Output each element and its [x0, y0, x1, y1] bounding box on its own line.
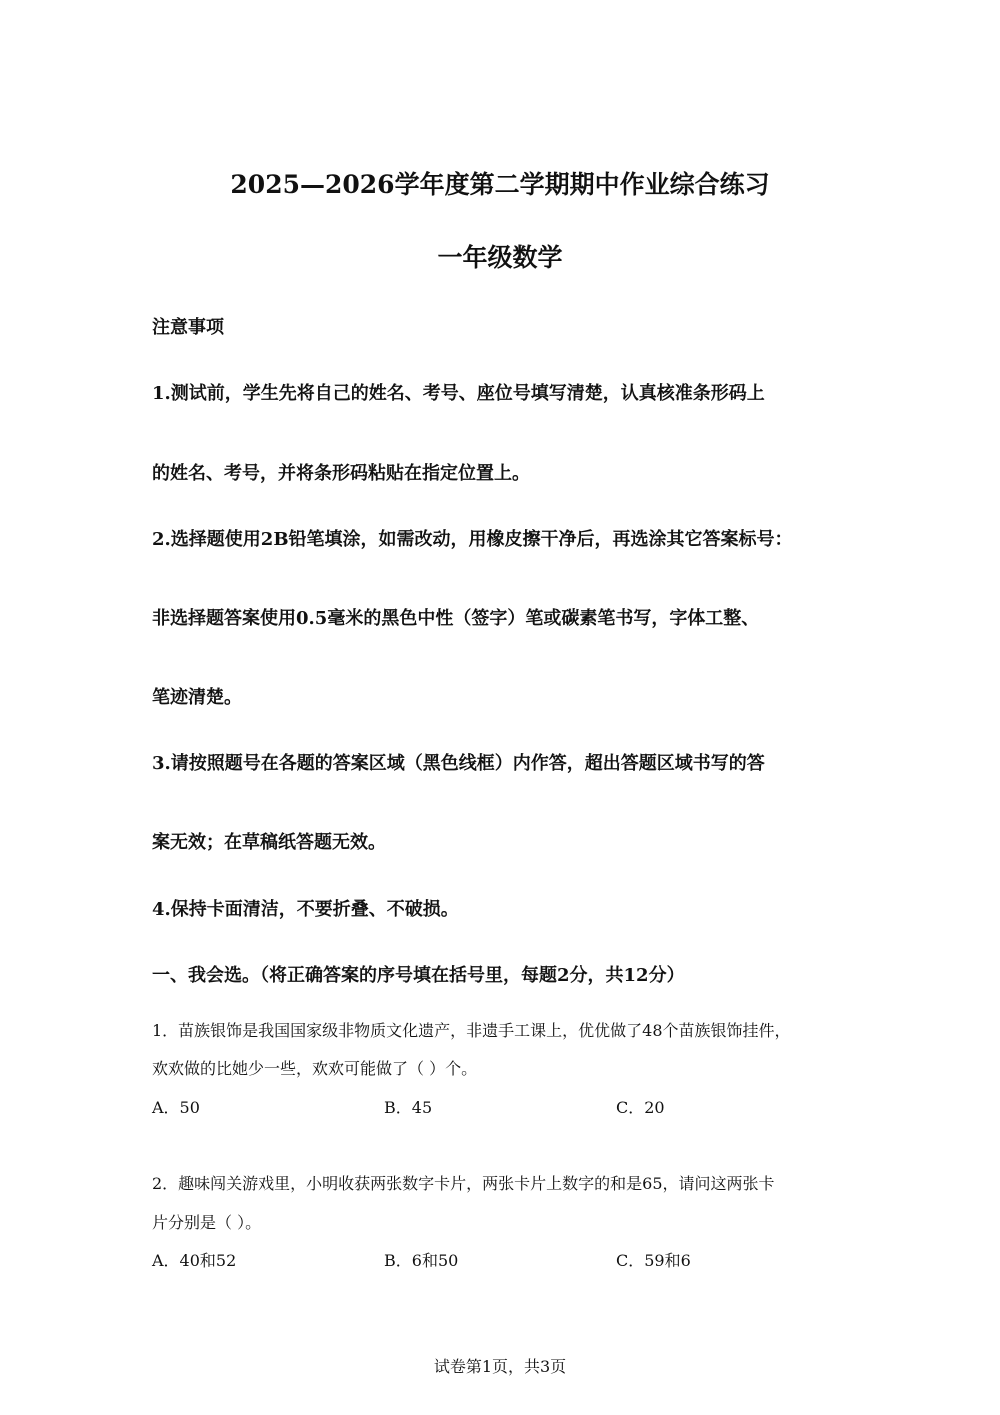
question-2-option-b: B．6和50 [384, 1251, 459, 1270]
notice-line: 2.选择题使用2B铅笔填涂，如需改动，用橡皮擦干净后，再选涂其它答案标号： [152, 529, 793, 550]
question-2-option-a: A．40和52 [152, 1251, 237, 1270]
notice-line: 笔迹清楚。 [152, 687, 242, 708]
notice-line: 1.测试前，学生先将自己的姓名、考号、座位号填写清楚，认真核准条形码上 [152, 383, 765, 404]
notice-line: 3.请按照题号在各题的答案区域（黑色线框）内作答，超出答题区域书写的答 [152, 753, 765, 774]
question-2-option-c: C．59和6 [616, 1251, 691, 1270]
question-1-line: 1．苗族银饰是我国国家级非物质文化遗产，非遗手工课上，优优做了48个苗族银饰挂件， [152, 1021, 791, 1040]
page-footer: 试卷第1页，共3页 [433, 1357, 567, 1376]
question-1-option-b: B．45 [384, 1098, 433, 1117]
question-1-line: 欢欢做的比她少一些，欢欢可能做了（ ）个。 [152, 1059, 478, 1078]
question-1-option-c: C．20 [616, 1098, 665, 1117]
question-2-line: 2．趣味闯关游戏里，小明收获两张数字卡片，两张卡片上数字的和是65，请问这两张卡 [152, 1174, 775, 1193]
notice-line: 非选择题答案使用0.5毫米的黑色中性（签字）笔或碳素笔书写，字体工整、 [152, 608, 760, 629]
section-heading: 一、我会选。（将正确答案的序号填在括号里，每题2分，共12分） [152, 965, 685, 986]
exam-subtitle: 一年级数学 [437, 243, 563, 272]
question-2-line: 片分别是（ ）。 [152, 1213, 262, 1232]
notice-line: 案无效；在草稿纸答题无效。 [152, 832, 386, 853]
question-1-option-a: A．50 [152, 1098, 200, 1117]
notice-line: 的姓名、考号，并将条形码粘贴在指定位置上。 [152, 463, 530, 484]
notice-line: 4.保持卡面清洁，不要折叠、不破损。 [152, 899, 459, 920]
notice-heading: 注意事项 [152, 317, 224, 338]
exam-title: 2025—2026学年度第二学期期中作业综合练习 [230, 170, 770, 199]
